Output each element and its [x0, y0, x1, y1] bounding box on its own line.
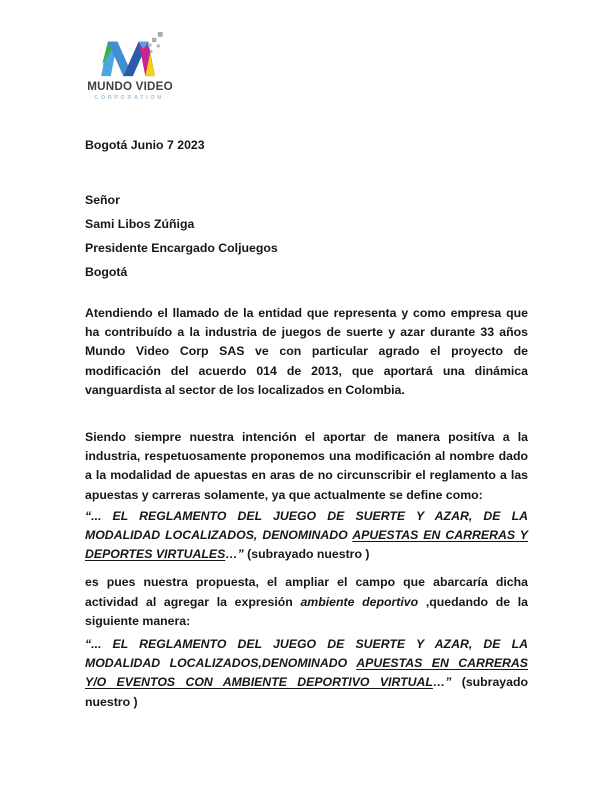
paragraph3-text: es pues nuestra propuesta, el ampliar el campo que abarcaría dicha actividad al agregar la expresión	[85, 575, 528, 609]
letter-date: Bogotá Junio 7 2023	[85, 138, 205, 152]
paragraph3-text-after: ,quedando de la siguiente manera:	[85, 594, 528, 628]
quote2-note: (subrayado nuestro )	[85, 675, 529, 709]
paragraph-intro: Atendiendo el llamado de la entidad que representa y como empresa que ha contribuído a la industria de juegos de suerte y azar durante 33 años Mundo Video Corp SAS ve con particular agrado el proyecto de modificación del acuerdo 014 de 2013, que aportará una dinámica vanguardista al sector de los localizados en Colombia.	[85, 306, 528, 397]
logo-subtitle: CORPORATION	[94, 95, 164, 101]
logo-wordmark: MUNDO VIDEO	[87, 79, 173, 93]
quote1-text: “... EL REGLAMENTO DEL JUEGO DE SUERTE Y AZAR, DE LA MODALIDAD LOCALIZADOS, DENOMINADO	[85, 508, 528, 543]
recipient-name: Sami Libos Zúñiga	[85, 217, 195, 231]
quote-current-definition	[85, 507, 528, 565]
paragraph3-italic-term: ambiente deportivo	[300, 594, 419, 609]
paragraph-proposal: Siendo siempre nuestra intención el aportar de manera positíva a la industria, respetuosamente proponemos una modificación al nombre dado a la modalidad de apuestas en aras de no circunscribir el reglamento a las apuestas y carreras solamente, ya que actualmente se define como:	[85, 430, 528, 502]
letter-content	[0, 32, 612, 712]
quote-proposed-definition	[85, 635, 528, 712]
recipient-title: Presidente Encargado Coljuegos	[85, 241, 278, 255]
recipient-block	[85, 188, 528, 284]
quote2-text: “... EL REGLAMENTO DEL JUEGO DE SUERTE Y AZAR, DE LA MODALIDAD LOCALIZADOS,DENOMINADO	[85, 637, 528, 671]
recipient-city: Bogotá	[85, 265, 128, 279]
quote2-underlined-text: APUESTAS EN CARRERAS Y/O EVENTOS CON AMBIENTE DEPORTIVO VIRTUAL	[85, 656, 528, 690]
paragraph-amendment	[85, 573, 528, 631]
recipient-salutation: Señor	[85, 193, 120, 207]
quote2-closing: …”	[432, 675, 452, 690]
quote1-note: (subrayado nuestro )	[243, 547, 370, 562]
quote1-closing: …”	[225, 547, 244, 562]
company-logo	[86, 32, 172, 102]
mundo-video-m-icon	[93, 32, 165, 80]
quote1-underlined-text: APUESTAS EN CARRERAS Y DEPORTES VIRTUALES	[85, 528, 528, 562]
